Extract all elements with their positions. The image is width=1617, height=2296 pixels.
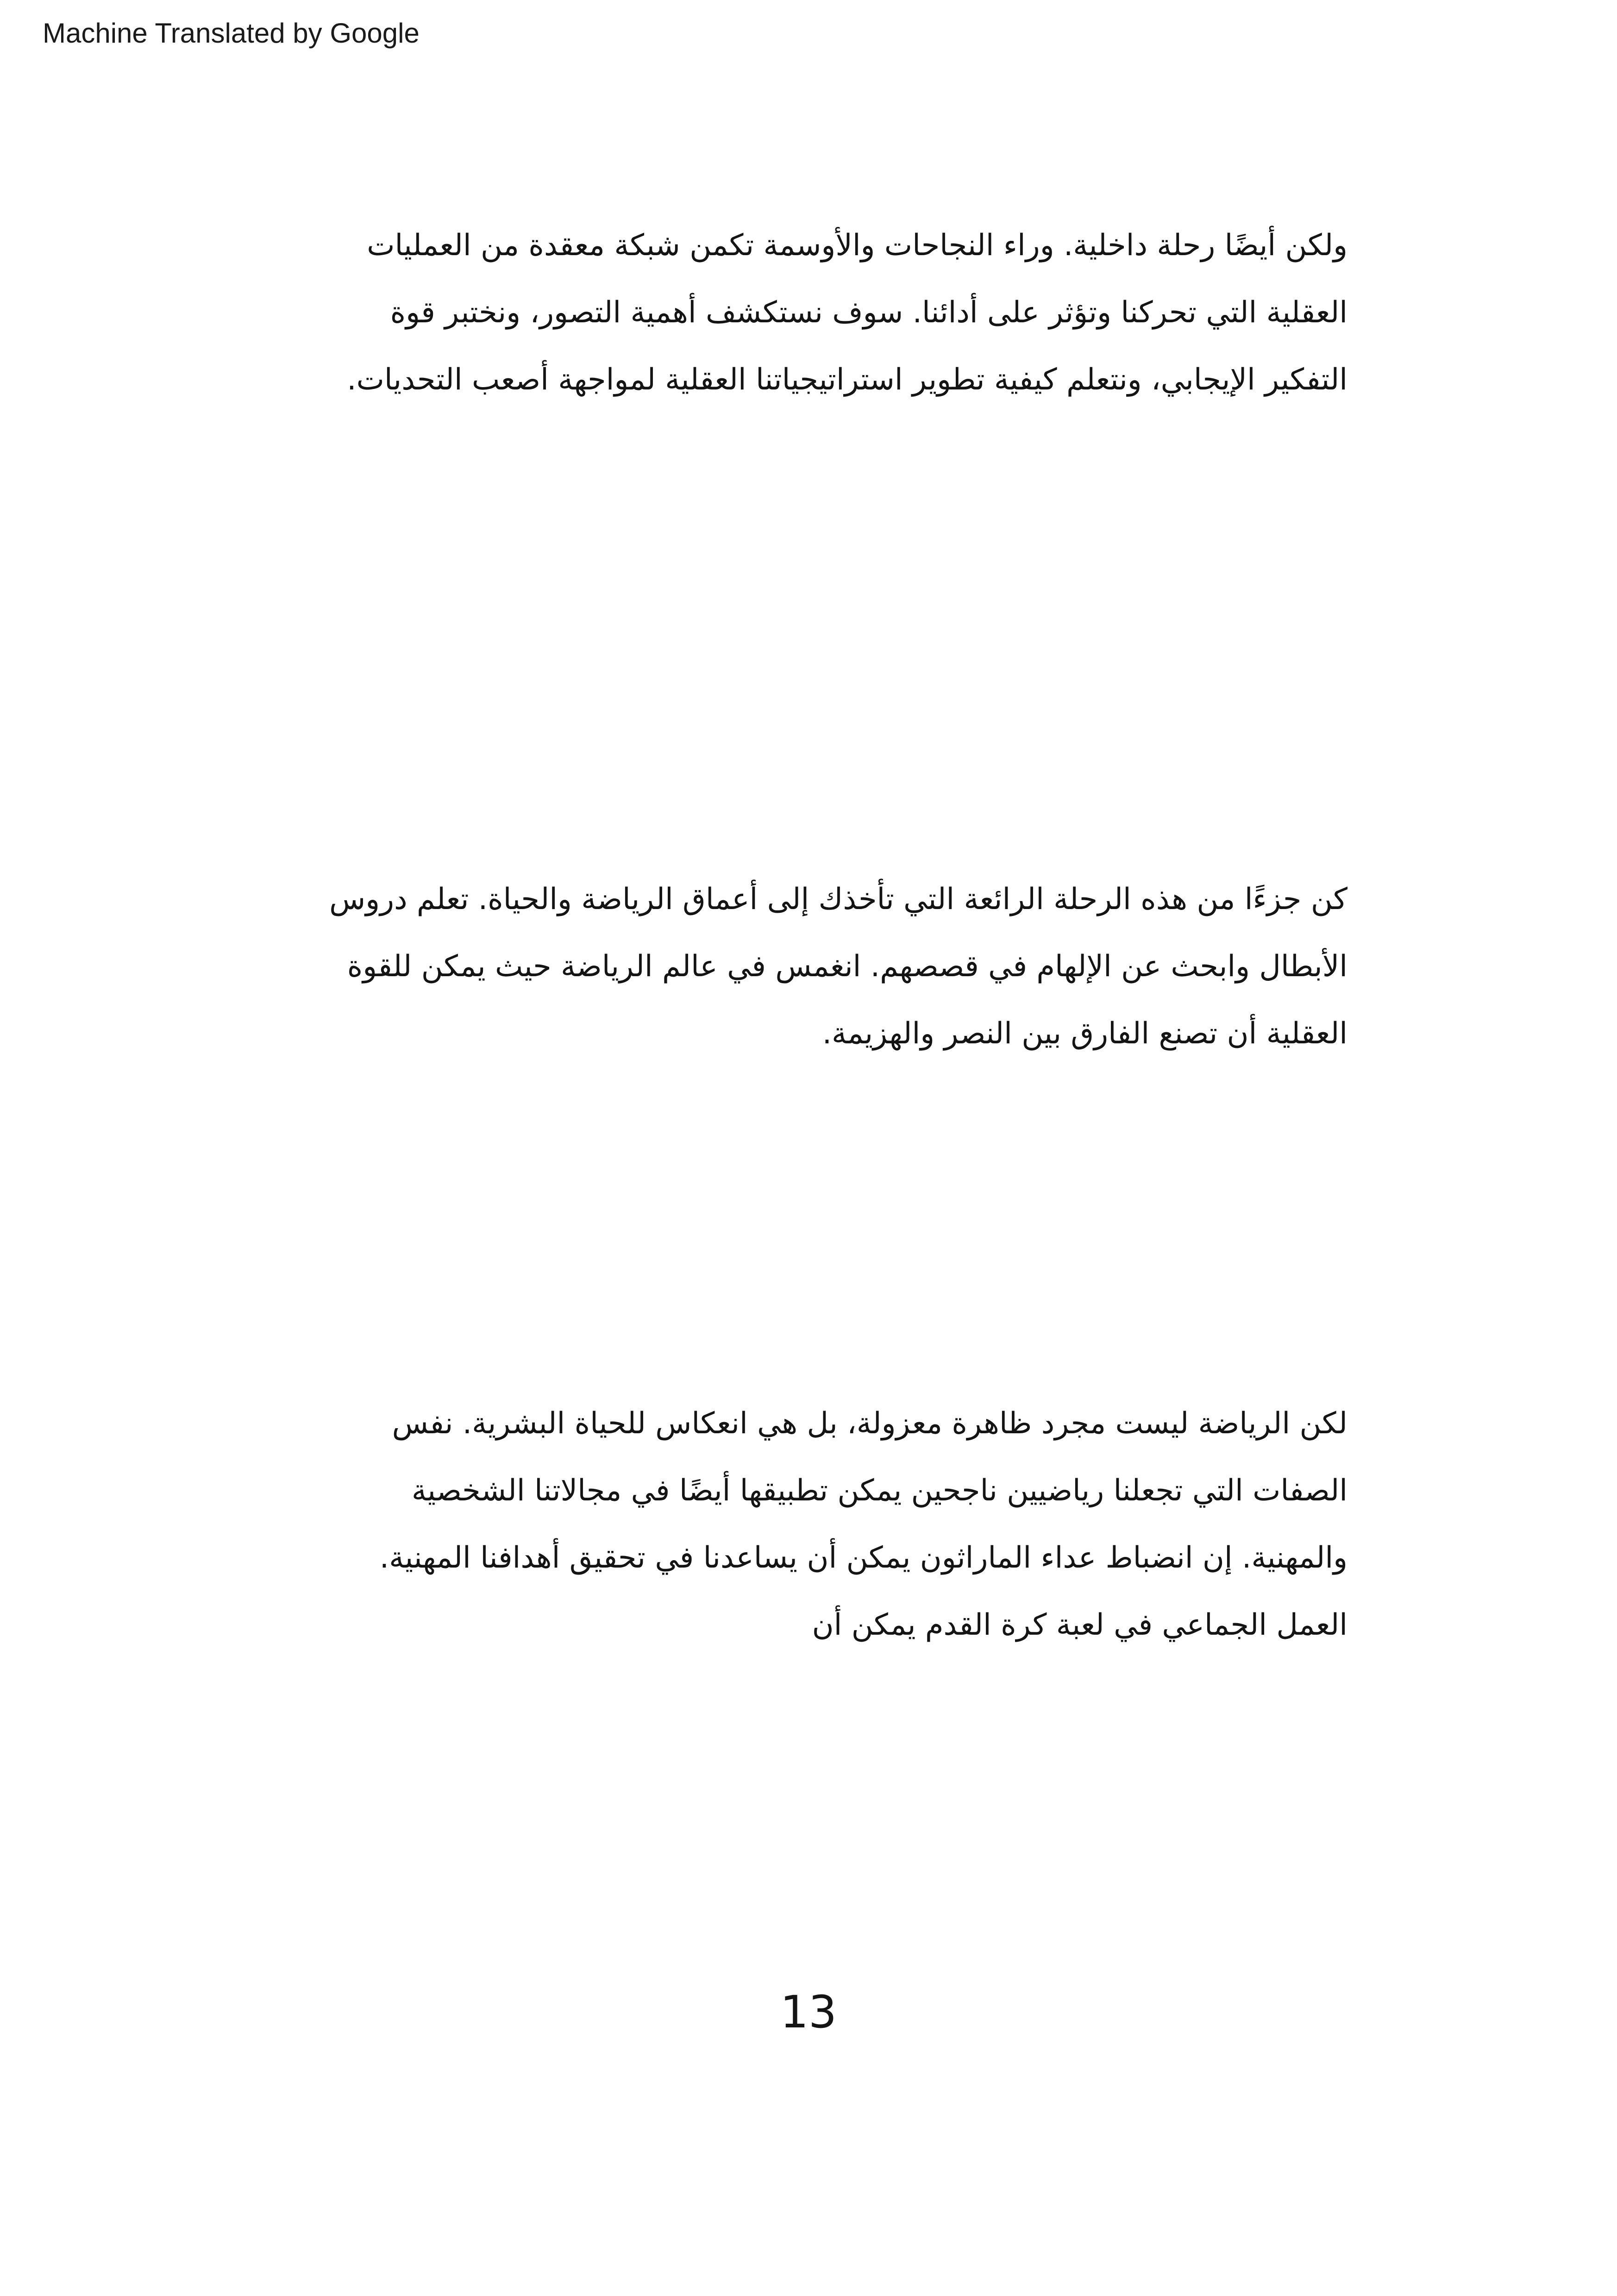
text-line: كن جزءًا من هذه الرحلة الرائعة التي تأخذك إلى أعماق الرياضة والحياة. تعلم دروس: [329, 882, 1348, 916]
text-line: العقلية أن تصنع الفارق بين النصر والهزيمة.: [822, 1016, 1348, 1051]
text-line: ولكن أيضًا رحلة داخلية. وراء النجاحات والأوسمة تكمن شبكة معقدة من العمليات: [367, 228, 1348, 263]
text-line: لكن الرياضة ليست مجرد ظاهرة معزولة، بل هي انعكاس للحياة البشرية. نفس: [392, 1406, 1348, 1441]
page-number: 13: [780, 1986, 837, 2038]
text-line: العقلية التي تحركنا وتؤثر على أدائنا. سوف نستكشف أهمية التصور، ونختبر قوة: [390, 295, 1348, 330]
machine-translation-watermark: Machine Translated by Google: [43, 18, 420, 49]
paragraph-champions-lessons: [218, 866, 1348, 1067]
text-line: العمل الجماعي في لعبة كرة القدم يمكن أن: [812, 1608, 1348, 1642]
text-line: والمهنية. إن انضباط عداء الماراثون يمكن أن يساعدنا في تحقيق أهدافنا المهنية.: [379, 1541, 1348, 1575]
text-line: الصفات التي تجعلنا رياضيين ناجحين يمكن تطبيقها أيضًا في مجالاتنا الشخصية: [411, 1474, 1348, 1508]
paragraph-inner-journey: [218, 212, 1348, 414]
text-line: التفكير الإيجابي، ونتعلم كيفية تطوير استراتيجياتنا العقلية لمواجهة أصعب التحديات.: [347, 363, 1348, 397]
text-line: الأبطال وابحث عن الإلهام في قصصهم. انغمس في عالم الرياضة حيث يمكن للقوة: [347, 949, 1348, 984]
paragraph-sport-and-life: [218, 1390, 1348, 1659]
